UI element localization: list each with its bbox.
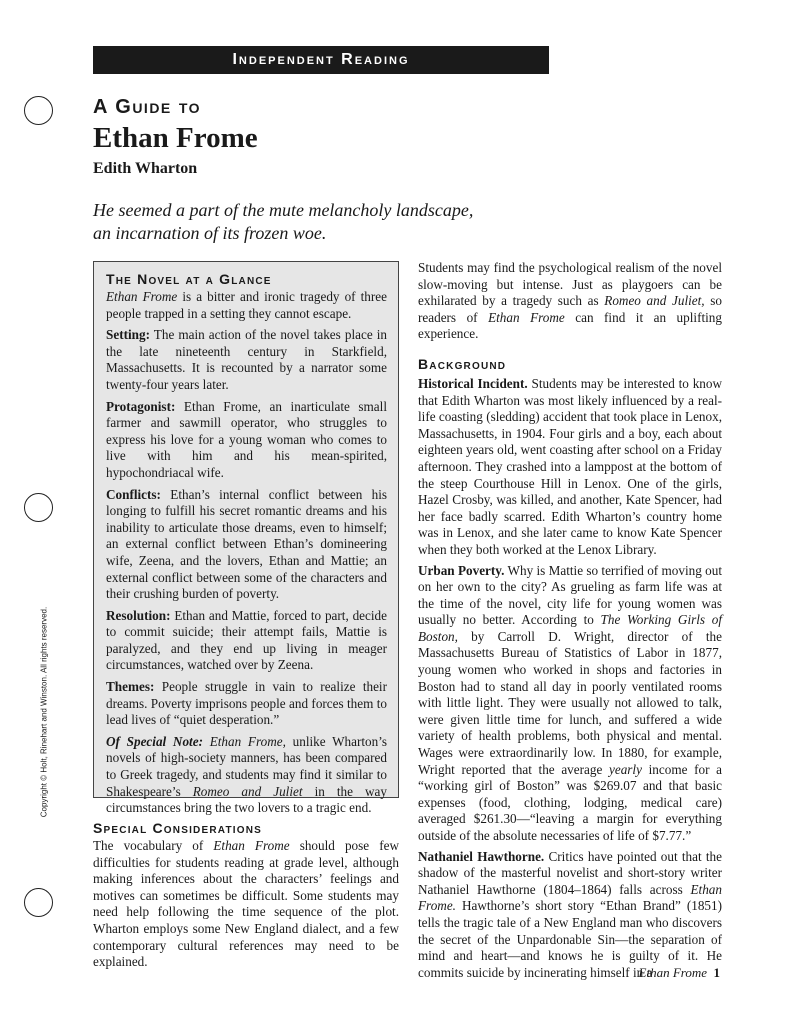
page-number: 1 [713,965,720,980]
conflicts-label: Conflicts: [106,486,161,502]
urban-yearly: yearly [609,761,642,777]
epigraph-line-2: an incarnation of its frozen woe. [93,223,327,243]
special-note-book-title: Ethan Frome, [202,733,286,749]
section-header-bar [93,46,549,74]
intro-book-title: Ethan Frome [106,289,178,304]
intro-book-title: Ethan Frome [488,309,565,325]
special-considerations-text [93,838,399,971]
resolution-text: Ethan and Mattie, forced to part, decide to commit suicide; their attempt fails, Mattie is paralyzed, and they end up living in meager circumstances, watched over by Zeena. [106,607,387,673]
book-title: Ethan Frome [93,122,258,154]
glance-setting [106,327,387,393]
special-considerations-section [93,820,399,976]
themes-text: People struggle in vain to realize their dreams. Poverty imprisons people and forces them to lead lives of “quiet desperation.” [106,679,387,728]
epigraph [93,199,473,245]
protagonist-label: Protagonist: [106,398,176,414]
copyright-notice: Copyright © Holt, Rinehart and Winston. All rights reserved. [39,606,49,818]
punch-hole-top [24,96,53,125]
glance-resolution [106,608,387,674]
setting-label: Setting: [106,327,150,343]
epigraph-line-1: He seemed a part of the mute melancholy landscape, [93,200,474,220]
urban-text-2: by Carroll D. Wright, director of the Massachusetts Bureau of Statistics of Labor in 1877, young women who worked in shops and factories in Boston had to stand all day in poorly ventilated rooms with little light. They were usually not allowed to talk, were given little time for lunch, and suffered a wide variety of health problems, both physical and mental. Wages were extraordinarily low. In 1880, for example, Wright reported that the average [418,628,722,777]
guide-label: A Guide to [93,96,202,118]
protagonist-text: Ethan Frome, an inarticulate small farmer and sawmill operator, who struggles to express his love for a young woman who comes to live with him and his mean-spirited, hypochondriacal wife. [106,398,387,480]
historical-label: Historical Incident. [418,375,528,391]
glance-intro [106,289,387,322]
special-note-text-2: in the way circumstances bring the two lovers to a tragic end. [106,783,387,816]
historical-text: Students may be interested to know that Edith Wharton was most likely influenced by a real-life coasting (sledding) accident that took place in Lenox, Massachusetts, in 1904. Four girls and a boy, each about eighteen years old, went coasting after school on a Friday afternoon. They crashed into a lamppost at the bottom of the steep Courthouse Hill in Lenox. One of the girls, Hazel Crosby, was killed, and another, Kate Spencer, had her face badly scarred. Edith Wharton’s country home was in Lenox, and she later came to know Kate Spencer when they both worked at the Lenox Library. [418,375,722,557]
hawthorne-text-2: Hawthorne’s short story “Ethan Brand” (1851) tells the tragic tale of a New England man who discovers the secret of the Unpardonable Sin—the separation of mind and heart—and knows he is guilty of it. He commits suicide by incinerating himself in a [418,898,722,980]
glance-special-note [106,734,387,817]
section-header-title: Independent Reading [232,51,410,68]
intro-text-3: can find it an uplifting experience. [418,309,722,342]
special-note-label: Of Special Note: [106,733,203,749]
hawthorne-text-1: Critics have pointed out that the shadow of the masterful novelist and short-story writer Nathaniel Hawthorne (1804–1864) falls across [418,848,723,897]
punch-hole-middle [24,493,53,522]
special-note-text-1: unlike Wharton’s novels of high-society manners, has been compared to Greek tragedy, and students may find it similar to Shakespeare’s [106,733,388,799]
hawthorne-paragraph [418,849,722,982]
intro-text-2: so readers of [418,293,722,325]
urban-text-3: income for a “working girl of Boston” was $269.07 and that basic expenses (food, clothing, lodging, medical care) averaged $261.30—“leaving a margin for everything outside of the absolute necessaries of life of $7.77.” [418,761,723,843]
glance-heading: The Novel at a Glance [106,271,272,287]
glance-conflicts [106,487,387,603]
intro-text-1: Students may find the psychological realism of the novel slow-moving but intense. Just as playgoers can be exhilarated by a tragedy such as [418,260,722,309]
intro-text: is a bitter and ironic tragedy of three people trapped in a setting they cannot escape. [106,289,387,321]
page-footer [639,965,720,981]
author-name: Edith Wharton [93,160,198,177]
intro-paragraph [418,260,722,343]
themes-label: Themes: [106,679,155,695]
background-heading: Background [418,355,507,372]
conflicts-text: Ethan’s internal conflict between his longing to fulfill his secret romantic dreams and his inability to articulate those dreams, even to himself; an external conflict between Ethan’s domineering wife, Zeena, and the lovers, Ethan and Mattie; an external conflict between some of the characters and their crushing burden of poverty. [106,486,387,602]
resolution-label: Resolution: [106,607,171,623]
footer-title: Ethan Frome [638,965,707,980]
hawthorne-book-title: Ethan Frome. [418,881,722,914]
right-column [418,260,722,985]
special-considerations-heading: Special Considerations [93,820,263,836]
urban-text-1: Why is Mattie so terrified of moving out on her own to the city? As grueling as farm life was at the time of the novel, city life for young women was usually no better. According to [418,562,722,628]
intro-play-title: Romeo and Juliet, [604,293,705,309]
special-text-2: should pose few difficulties for students reading at grade level, although making inferences about the characters’ feelings and motives can sometimes be difficult. Some students may need help following the time sequence of the plot. Wharton employs some New England dialect, and a few contemporary cultural references may need to be explained. [93,838,399,970]
urban-label: Urban Poverty. [418,562,505,578]
hawthorne-label: Nathaniel Hawthorne. [418,848,545,864]
glance-protagonist [106,399,387,482]
special-text-1: The vocabulary of [93,838,214,853]
punch-hole-bottom [24,888,53,917]
urban-poverty-paragraph [418,563,722,845]
glance-themes [106,679,387,729]
special-book-title: Ethan Frome [213,838,290,853]
setting-text: The main action of the novel takes place in the late nineteenth century in Starkfield, Massachusetts. It is recounted by a narrator some twenty-four years later. [106,327,387,392]
novel-at-a-glance-box [93,261,399,816]
historical-incident-paragraph [418,376,722,559]
urban-book-title: The Working Girls of Boston, [418,612,722,644]
special-note-play-title: Romeo and Juliet [192,783,303,799]
